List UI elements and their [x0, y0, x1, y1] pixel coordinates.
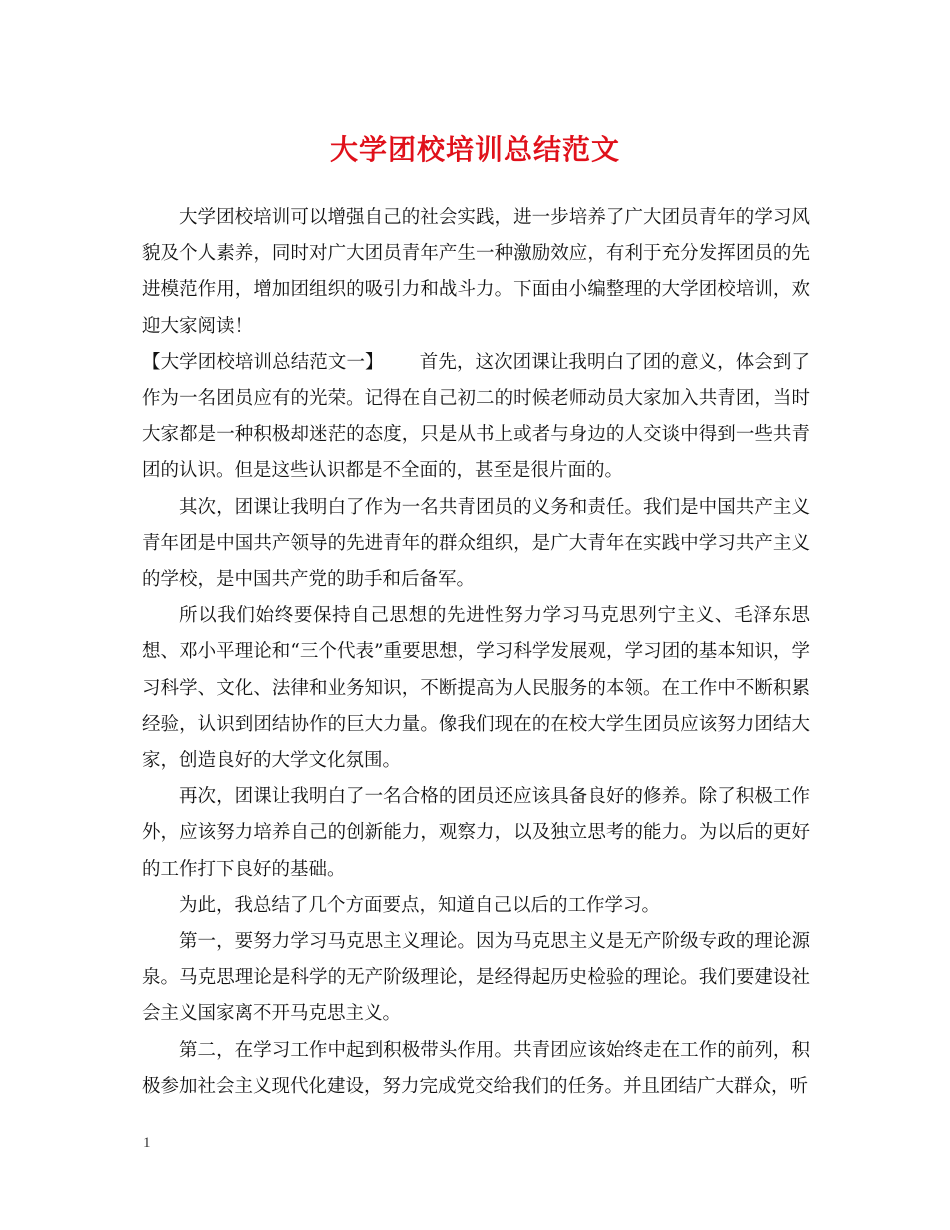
paragraph-3: 所以我们始终要保持自己思想的先进性努力学习马克思列宁主义、毛泽东思想、邓小平理论和“三个代表”重要思想，学习科学发展观，学习团的基本知识，学习科学、文化、法律和业务知识，不断提高为人民服务的本领。在工作中不断积累经验，认识到团结协作的巨大力量。像我们现在的在校大学生团员应该努力团结大家，创造良好的大学文化氛围。 [142, 605, 810, 772]
paragraph-6: 第一，要努力学习马克思主义理论。因为马克思主义是无产阶级专政的理论源泉。马克思理论是科学的无产阶级理论，是经得起历史检验的理论。我们要建设社会主义国家离不开马克思主义。 [142, 931, 810, 1025]
paragraph-2: 其次，团课让我明白了作为一名共青团员的义务和责任。我们是中国共产主义青年团是中国共产领导的先进青年的群众组织，是广大青年在实践中学习共产主义的学校，是中国共产党的助手和后备军。 [142, 496, 810, 591]
paragraph-1 [142, 345, 810, 490]
document-body [142, 200, 810, 1105]
paragraph-5: 为此，我总结了几个方面要点，知道自己以后的工作学习。 [179, 894, 661, 916]
paragraph-1-text: 首先，这次团课让我明白了团的意义，体会到了作为一名团员应有的光荣。记得在自己初二的时候老师动员大家加入共青团，当时大家都是一种积极却迷茫的态度，只是从书上或者与身边的人交谈中得到一些共青团的认识。但是这些认识都是不全面的，甚至是很片面的。 [142, 351, 810, 482]
section-heading: 【大学团校培训总结范文一】 [142, 351, 384, 373]
paragraph-4: 再次，团课让我明白了一名合格的团员还应该具备良好的修养。除了积极工作外，应该努力培养自己的创新能力，观察力，以及独立思考的能力。为以后的更好的工作打下良好的基础。 [142, 786, 810, 880]
page-number: 1 [143, 1135, 151, 1151]
paragraph-intro: 大学团校培训可以增强自己的社会实践，进一步培养了广大团员青年的学习风貌及个人素养，同时对广大团员青年产生一种激励效应，有利于充分发挥团员的先进模范作用，增加团组织的吸引力和战斗力。下面由小编整理的大学团校培训，欢迎大家阅读！ [142, 207, 810, 337]
paragraph-7: 第二，在学习工作中起到积极带头作用。共青团应该始终走在工作的前列，积极参加社会主义现代化建设，努力完成党交给我们的任务。并且团结广大群众，听 [142, 1039, 810, 1097]
document-title: 大学团校培训总结范文 [329, 133, 620, 166]
